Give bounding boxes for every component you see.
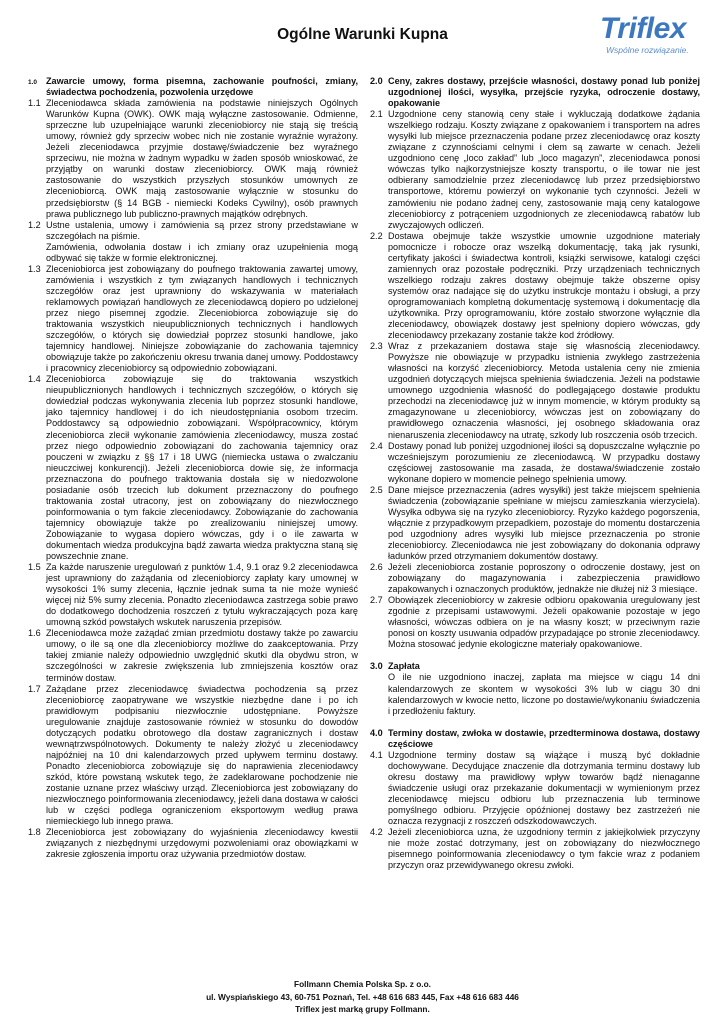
clause-2-3	[370, 341, 700, 440]
section-number: 3.0	[370, 661, 383, 672]
clause-text: Zleceniobiorca zobowiązuje się do traktowania wszystkich nieupublicznionych handlowych i technicznych szczegółów, o których się dowiedział podczas wykonywania zlecenia lub poprzez stosunki handlowe, jako tajemnicy handlowej i do ich nieudostępniania osobom trzecim. Poddostawcy są odpowiednio zobowiązani. Współpracownicy, którym zleceniobiorca zlecił wykonanie zamówienia zleceniodawcy, musza zostać przez niego odpowiednio zobowiązani do zachowania tajemnicy oraz pouczeni w związku z §§ 17 i 18 UWG (niemiecka ustawa o zwalczaniu nieuczciwej konkurencji). Jeżeli zleceniobiorca dowie się, że informacja przeznaczona do poufnego traktowania dostała się w niedozwolone posiadanie osób trzecich lub dokument przeznaczony do poufnego traktowania został utracony, jest on zobowiązany do niezwłocznego poinformowania o tym fakcie zleceniodawcy. Zobowiązanie do zachowania tajemnicy obowiązuje także po zrealizowaniu niniejszej umowy. Zobowiązanie to wygasa dopiero wówczas, gdy i o ile zawarta w dokumentach wiedza produkcyjna bądź zawarta wiedza praktyczna staną się powszechnie znane.	[46, 374, 358, 562]
footer-brand-note: Triflex jest marką grupy Follmann.	[295, 1004, 430, 1014]
clause-text: Dostawa obejmuje także wszystkie umownie uzgodnione materiały pomocnicze i robocze oraz wszelką dokumentację, taką jak rysunki, certyfikaty jakości i świadectwa kontroli, książki serwisowe, katalogi części zamiennych oraz pozostałe podręczniki. Przy urządzeniach technicznych wszelkiego rodzaju zakres dostawy obejmuje także obszerne opisy systemów oraz nadające się do użytku instrukcje montażu i obsługi, a przy oprogramowaniach kompletną dokumentację systemową i dokumentację dla użytkownika. Przy oprogramowaniu, które zostało stworzone wyłącznie dla zleceniodawcy, obowiązek dostawy jest spełniony dopiero wówczas, gdy zleceniodawcy przekazany zostanie także kod źródłowy.	[388, 230, 700, 341]
clause-text: Dostawy ponad lub poniżej uzgodnionej ilości są dopuszczalne wyłącznie po wcześniejszym porozumieniu ze zleceniodawcą. W przypadku dostawy częściowej zastosowanie ma zasada, że dostawa/świadczenie zostało wykonane dopiero w momencie pełnego spełnienia umowy.	[388, 440, 700, 484]
clause-number: 1.6	[28, 628, 41, 639]
triflex-logo	[600, 14, 700, 60]
clause-text: Wraz z przekazaniem dostawa staje się własnością zleceniodawcy. Powyższe nie obowiązuje w przypadku istnienia zwykłego zastrzeżenia własności na korzyść zleceniobiorcy. Metoda ustalenia ceny nie zmienia uzgodnień dotyczących miejsca spełnienia świadczenia. Jeżeli na podstawie umownego uzgodnienia własność do podlegającego dostawie produktu przechodzi na zleceniodawcę już w innym momencie, w którym produkty są zmagazynowane u zleceniobiorcy, wówczas jest on zobowiązany do prawidłowego oznaczenia własności, jej osobnego składowania oraz nienaruszenia zleceniodawcy na utratę, szkody lub roszczenia osób trzecich.	[388, 341, 700, 440]
clause-number: 2.2	[370, 230, 383, 241]
clause-text: Uzgodnione terminy dostaw są wiążące i muszą być dokładnie dochowywane. Decydujące znaczenie dla dotrzymania terminu dostawy lub okresu dostawy ma prawidłowy wpływ towarów bądź nienaganne świadczenie usługi oraz przekazanie dokumentacji w wymienionym przez zleceniodawcę miejscu odbioru lub przeznaczenia lub terminowe pomyślnego odbioru. Przyjęcie opóźnionej dostawy bez zastrzeżeń nie oznacza rezygnacji z roszczeń odszkodowawczych.	[388, 749, 700, 827]
section-4-heading	[370, 728, 700, 750]
clause-1-7	[28, 684, 358, 828]
footer-company: Follmann Chemia Polska Sp. z o.o.	[294, 979, 431, 989]
clause-number: 1.1	[28, 98, 41, 109]
clause-number: 1.2	[28, 219, 41, 230]
section-number: 4.0	[370, 727, 383, 738]
clause-2-7	[370, 595, 700, 650]
clause-number: 2.5	[370, 484, 383, 495]
section-3-text: O ile nie uzgodniono inaczej, zapłata ma miejsce w ciągu 14 dni kalendarzowych ze skontem w wysokości 3% lub w ciągu 30 dni kalendarzowych w kwocie netto, liczone po dostawie/wykonaniu świadczenia i przedłożeniu faktury.	[388, 672, 700, 716]
clause-1-1	[28, 98, 358, 220]
clause-4-1	[370, 750, 700, 827]
clause-text: Uzgodnione ceny stanowią ceny stałe i wykluczają dodatkowe żądania wszelkiego rodzaju. Koszty związane z opakowaniem i transportem na adres wysyłki lub miejsce przeznaczenia podane przez zleceniodawcę oraz koszty związane z czynnościami celnymi i cłem są zawarte w cenach. Jeżeli uzgodniono cenę „loco zakład” lub „loco magazyn”, zleceniodawca ponosi wówczas tylko najkorzystniejsze koszty transportu, o ile towar nie jest odbierany samodzielnie przez zleceniodawcę lub przez przedsiębiorstwo transportowe, któremu powierzył on wykonanie tych czynności. Jeżeli w zamówieniu nie podano żadnej ceny, zastosowanie mają ceny katalogowe zleceniobiorcy z potrąceniem uzgodnionych ze zleceniodawcą rabatów lub zwyczajowych odliczeń.	[388, 109, 700, 230]
page-title: Ogólne Warunki Kupna	[277, 26, 448, 43]
clause-1-8	[28, 827, 358, 860]
clause-text: Jeżeli zleceniobiorca uzna, że uzgodniony termin z jakiejkolwiek przyczyny nie może zostać dotrzymany, jest on zobowiązany do niezwłocznego pisemnego poinformowania zleceniodawcy o tym fakcie wraz z podaniem przyczyn oraz przewidywanego okresu zwłoki.	[388, 827, 700, 871]
clause-number: 4.2	[370, 827, 383, 838]
clause-1-5	[28, 562, 358, 628]
clause-number: 1.3	[28, 263, 41, 274]
clause-number: 1.8	[28, 827, 41, 838]
section-2-heading	[370, 76, 700, 109]
clause-number: 1.7	[28, 683, 41, 694]
clause-1-4	[28, 374, 358, 562]
section-title: Zawarcie umowy, forma pisemna, zachowanie poufności, zmiany, świadectwa pochodzenia, pozwolenia urzędowe	[46, 76, 358, 98]
section-title: Terminy dostaw, zwłoka w dostawie, przedterminowa dostawa, dostawy częściowe	[388, 727, 700, 749]
clause-number: 4.1	[370, 749, 383, 760]
clause-text: Ustne ustalenia, umowy i zamówienia są przez strony przedstawiane w szczegółach na piśmie.	[46, 219, 358, 241]
clause-4-2	[370, 827, 700, 871]
clause-1-2	[28, 220, 358, 242]
clause-text: Jeżeli zleceniobiorca zostanie poproszony o odroczenie dostawy, jest on zobowiązany do magazynowania i zabezpieczenia prawidłowo zapakowanych i oznaczonych produktów, jednakże nie dłużej niż 3 miesiące.	[388, 562, 700, 595]
clause-number: 2.7	[370, 595, 383, 606]
clause-1-3	[28, 264, 358, 374]
logo-wordmark: Triflex	[600, 12, 686, 45]
clause-text: Obowiązek zleceniobiorcy w zakresie odbioru opakowania uregulowany jest zgodnie z przepisami ustawowymi. Jeżeli opakowanie pozostaje w jego własności, wówczas odbiera on je na własny koszt; w przeciwnym razie ponosi on koszty usuwania odpadów przypadające po stronie zleceniodawcy. Można stosować jedynie ekologiczne materiały opakowaniowe.	[388, 595, 700, 650]
clause-number: 2.4	[370, 440, 383, 451]
clause-text: Zleceniodawca może zażądać zmian przedmiotu dostawy także po zawarciu umowy, o ile są one dla zleceniobiorcy możliwe do zaakceptowania. Przy takiej zmianie należy odpowiednio uwzględnić skutki dla obydwu stron, w szczególności w zakresie zwiększenia lub zmniejszenia kosztów oraz terminów dostaw.	[46, 628, 358, 683]
clause-2-2	[370, 231, 700, 341]
section-3-heading	[370, 661, 700, 672]
clause-text: Dane miejsce przeznaczenia (adres wysyłki) jest także miejscem spełnienia świadczenia (zobowiązanie spełniane w miejscu zamieszkania wierzyciela). Wysyłka odbywa się na ryzyko zleceniobiorcy. Ryzyko każdego pogorszenia, włącznie z przypadkowym przepadkiem, pozostaje do momentu dostarczenia pod uzgodniony adres wysyłki lub miejsce przeznaczenia po stronie zleceniobiorcy. Zleceniodawca nie jest zobowiązany do dokonania odprawy ładunków przed otrzymaniem dokumentów dostawy.	[388, 484, 700, 562]
section-number: 2.0	[370, 76, 383, 86]
footer	[0, 978, 725, 1016]
clause-text: Za każde naruszenie uregulowań z punktów 1.4, 9.1 oraz 9.2 zleceniodawca jest uprawniony do zażądania od zleceniobiorcy zapłaty kary umownej w wysokości 1% sumy zlecenia, łącznie jednak suma ta nie może wynieść więcej niż 5% sumy zlecenia. Ponadto zleceniodawca zastrzega sobie prawo do dodatkowego dochodzenia roszczeń z tytułu wykraczających poza karę umowną szkód powstałych wskutek naruszenia przepisów.	[46, 562, 358, 628]
clause-2-4	[370, 441, 700, 485]
clause-number: 2.3	[370, 341, 383, 352]
section-title: Ceny, zakres dostawy, przejście własności, dostawy ponad lub poniżej uzgodnionej ilości, wysyłka, przejście ryzyka, odroczenie dostawy, opakowanie	[388, 76, 700, 109]
clause-text: Zleceniodawca składa zamówienia na podstawie niniejszych Ogólnych Warunków Kupna (OWK). OWK mają wyłączne zastosowanie. Odmienne, sprzeczne lub uzupełniające warunki zleceniobiorcy nie stają się treścią umowy, również gdy sprzeciw wobec nich nie zostanie wyraźnie wyrażony. Jeżeli zleceniodawca przyjmie dostawę/świadczenie bez wyraźnego sprzeciwu, nie można w żadnym wypadku w żaden sposób wnioskować, że przyjątby on warunki dostaw zleceniobiorcy. OWK mają również zastosowanie do wszystkich przyszłych stosunków umownych ze zleceniobiorcą. OWK mają zastosowanie wyłącznie w stosunku do przedsiębiorstw (§ 14 BGB - niemiecki Kodeks Cywilny), osób prawnych prawa publicznego lub publiczno-prawnych majątków odrębnych.	[46, 98, 358, 219]
spacer	[370, 717, 700, 728]
clause-1-2-extra: Zamówienia, odwołania dostaw i ich zmiany oraz uzupełnienia mogą odbywać się także w formie elektronicznej.	[46, 241, 358, 263]
clause-text: Zleceniobiorca jest zobowiązany do poufnego traktowania zawartej umowy, zamówienia i wszystkich z tym związanych handlowych i technicznych szczegółów oraz jest uprawniony do wskazywania w materiałach reklamowych powiązań handlowych ze zleceniodawcą dopiero po udzielonej przez niego pisemnej zgodzie. Zleceniobiorca zobowiązuje się do traktowania wszystkich nieupublicznionych technicznych i handlowych szczegółów, o których się dowiedział poprzez stosunki handlowe, jako tajemnicy handlowej. Niniejsze zobowiązanie do zachowania tajemnicy obowiązuje także po zakończeniu okresu trwania danej umowy. Poddostawcy i pracownicy zleceniobiorcy są odpowiednio zobowiązani.	[46, 263, 358, 374]
clause-2-5	[370, 485, 700, 562]
clause-number: 1.5	[28, 562, 41, 573]
section-title: Zapłata	[388, 661, 420, 672]
clause-number: 1.4	[28, 374, 41, 385]
clause-text: Zażądane przez zleceniodawcę świadectwa pochodzenia są przez zleceniobiorcę zaopatrywane we wszystkie niezbędne dane i po ich prawidłowym podpisaniu niezwłocznie udostępniane. Powyższe uregulowanie znajduje zastosowanie również w stosunku do dowodów dotyczących podatku obrotowego dla dostaw zagranicznych i dostaw wewnątrzwspólnotowych. Dokumenty te należy złożyć u zleceniodawcy najpóźniej na 10 dni kalendarzowych przed upływem terminu dostawy. Ponadto zleceniobiorca zobowiązuje się do naprawienia zleceniodawcy szkód, które powstaną wskutek tego, że zadeklarowane pochodzenie nie zostanie uznane przez właściwy urząd. Zleceniobiorca jest zobowiązany do niezwłocznego poinformowania zleceniodawcy, jeżeli dana dostawa w całości lub w części podlega ograniczeniom eksportowym według prawa niemieckiego lub innego prawa.	[46, 683, 358, 827]
clause-2-6	[370, 562, 700, 595]
clause-text: Zleceniobiorca jest zobowiązany do wyjaśnienia zleceniodawcy kwestii związanych z niezbędnymi urzędowymi pozwoleniami oraz obowiązkami w zakresie zgłoszenia importu oraz używania przedmiotów dostaw.	[46, 827, 358, 860]
clause-2-1	[370, 109, 700, 231]
clause-1-6	[28, 628, 358, 683]
section-1-heading	[28, 76, 358, 98]
left-column	[28, 76, 358, 860]
spacer	[370, 650, 700, 661]
clause-number: 2.1	[370, 109, 383, 120]
right-column	[370, 76, 700, 871]
logo-tagline: Wspólne rozwiązanie.	[606, 45, 689, 55]
clause-number: 2.6	[370, 562, 383, 573]
section-number: 1.0	[28, 79, 38, 86]
footer-address: ul. Wyspiańskiego 43, 60-751 Poznań, Tel. +48 616 683 445, Fax +48 616 683 446	[206, 991, 519, 1002]
